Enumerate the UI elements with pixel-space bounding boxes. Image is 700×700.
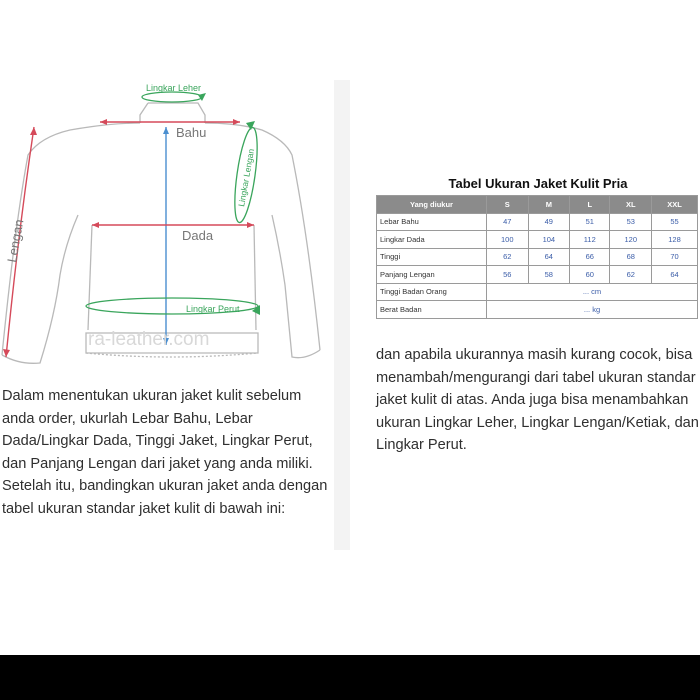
cell-value: 56 [487, 266, 529, 284]
header-measure: Yang diukur [377, 196, 487, 214]
table-row [377, 231, 698, 249]
row-label: Lingkar Dada [377, 231, 487, 249]
row-label: Tinggi [377, 248, 487, 266]
label-lingkar-lengan: Lingkar Lengan [236, 147, 257, 208]
cell-value: 51 [570, 213, 610, 231]
size-table [376, 195, 698, 319]
intro-paragraph: Dalam menentukan ukuran jaket kulit sebelum anda order, ukurlah Lebar Bahu, Lebar Dada/Lingkar Dada, Tinggi Jaket, Lingkar Perut, dan Panjang Lengan dari jaket yang anda miliki. Setelah itu, bandingkan ukuran jaket anda dengan tabel ukuran standar jaket kulit di bawah ini: [2, 388, 328, 517]
table-row [377, 283, 698, 301]
lingkar-leher-arrow [198, 93, 206, 101]
cell-value: 120 [610, 231, 652, 249]
bahu-arrow-left [100, 119, 107, 125]
row-label: Tinggi Badan Orang [377, 283, 487, 301]
row-label: Lebar Bahu [377, 213, 487, 231]
bahu-arrow-right [233, 119, 240, 125]
lingkar-leher-ellipse [142, 92, 202, 102]
table-row [377, 266, 698, 284]
bottom-black-bar [0, 655, 700, 700]
cell-value: 60 [570, 266, 610, 284]
dada-arrow-right [247, 222, 254, 228]
cell-value: 47 [487, 213, 529, 231]
lengan-arrow-top [30, 127, 37, 135]
label-bahu: Bahu [176, 125, 207, 140]
dada-arrow-left [92, 222, 99, 228]
jacket-diagram [0, 75, 340, 375]
cell-value: 70 [652, 248, 698, 266]
cell-value: 104 [528, 231, 570, 249]
cell-value: 64 [652, 266, 698, 284]
cell-value: 49 [528, 213, 570, 231]
cell-value: 100 [487, 231, 529, 249]
row-label: Berat Badan [377, 301, 487, 319]
watermark: ra-leather.com [88, 329, 210, 350]
table-title: Tabel Ukuran Jaket Kulit Pria [448, 176, 628, 191]
cell-value: ... cm [487, 283, 698, 301]
cell-value: 55 [652, 213, 698, 231]
note-paragraph: dan apabila ukurannya masih kurang cocok, bisa menambah/mengurangi dari tabel ukuran standar jaket kulit di atas. Anda juga bisa menambahkan ukuran Lingkar Leher, Lingkar Lengan/Ketiak, dan Lingkar Perut. [376, 347, 699, 453]
table-row [377, 213, 698, 231]
table-header-row [377, 196, 698, 214]
cell-value: ... kg [487, 301, 698, 319]
header-size-xl: XL [610, 196, 652, 214]
cell-value: 58 [528, 266, 570, 284]
cell-value: 53 [610, 213, 652, 231]
table-row [377, 248, 698, 266]
row-label: Panjang Lengan [377, 266, 487, 284]
header-size-m: M [528, 196, 570, 214]
cell-value: 68 [610, 248, 652, 266]
header-size-s: S [487, 196, 529, 214]
label-lingkar-perut: Lingkar Perut [186, 304, 240, 314]
cell-value: 62 [487, 248, 529, 266]
label-lingkar-leher: Lingkar Leher [146, 83, 202, 93]
cell-value: 128 [652, 231, 698, 249]
header-size-xxl: XXL [652, 196, 698, 214]
table-row [377, 301, 698, 319]
cell-value: 64 [528, 248, 570, 266]
tinggi-arrow-top [163, 127, 169, 134]
jacket-outline [2, 103, 320, 363]
cell-value: 112 [570, 231, 610, 249]
cell-value: 66 [570, 248, 610, 266]
cell-value: 62 [610, 266, 652, 284]
header-size-l: L [570, 196, 610, 214]
label-lengan: Lengan [4, 218, 27, 264]
label-dada: Dada [182, 228, 214, 243]
